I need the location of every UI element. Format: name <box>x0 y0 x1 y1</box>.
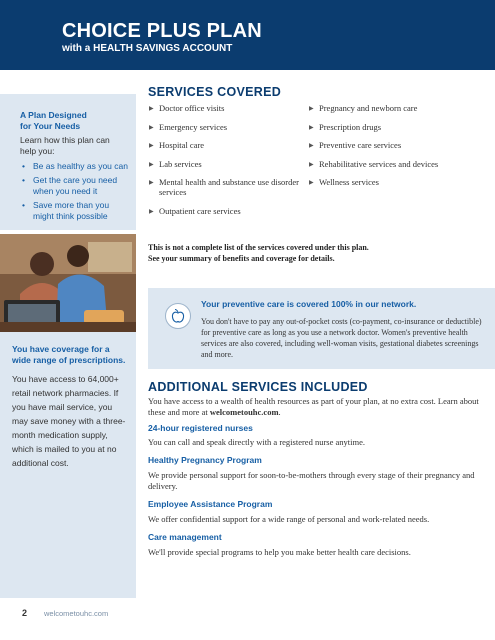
service-item <box>148 177 313 197</box>
prescriptions-heading: You have coverage for a wide range of prescriptions. <box>12 344 126 365</box>
coverage-note <box>148 242 478 264</box>
sidebar-benefit-item: • Get the care you need when you need it <box>20 175 128 197</box>
caret-right-icon: ▶ <box>149 180 154 186</box>
service-item <box>148 140 313 150</box>
page-number: 2 <box>22 608 28 618</box>
eap-text: We offer confidential support for a wide range of personal and work-related needs. <box>148 514 430 524</box>
nurse-line-text: You can call and speak directly with a registered nurse anytime. <box>148 437 365 447</box>
service-item <box>148 159 313 169</box>
sidebar-heading-line: for Your Needs <box>20 121 81 131</box>
service-label: Hospital care <box>159 140 205 150</box>
sidebar-heading-line: A Plan Designed <box>20 110 87 120</box>
footer-url[interactable]: welcometouhc.com <box>44 609 109 618</box>
sidebar-benefit-item: • Be as healthy as you can <box>20 161 128 172</box>
additional-services-heading: ADDITIONAL SERVICES INCLUDED <box>148 380 368 394</box>
pregnancy-program-text: We provide personal support for soon-to-be-mothers through every stage of their pregnancy and delivery. <box>148 470 475 491</box>
caret-right-icon: ▶ <box>309 106 314 112</box>
service-label: Rehabilitative services and devices <box>319 158 439 169</box>
coverage-note-line: See your summary of benefits and coverage for details. <box>148 254 335 263</box>
page-header <box>0 0 495 70</box>
website-link[interactable]: welcometouhc.com <box>209 407 279 417</box>
sidebar-benefit-list <box>20 161 128 222</box>
pregnancy-program-heading: Healthy Pregnancy Program <box>148 455 262 465</box>
service-label: Wellness services <box>319 177 379 187</box>
service-label: Outpatient care services <box>159 205 241 216</box>
caret-right-icon: ▶ <box>149 161 154 168</box>
caret-right-icon: ▶ <box>309 180 314 186</box>
prescriptions-body: You have access to 64,000+ retail network pharmacies. If you have mail service, you may save money with a three-month medication supply, which is mailed to you at no additional cost. <box>12 374 126 468</box>
service-item <box>308 177 488 187</box>
caret-right-icon: ▶ <box>149 208 154 215</box>
service-item <box>148 103 313 113</box>
apple-icon-glyph <box>170 308 186 324</box>
service-item <box>148 122 313 132</box>
service-item <box>148 206 313 216</box>
coverage-note-line: This is not a complete list of the services covered under this plan. <box>148 243 369 252</box>
family-photo-illustration <box>0 234 136 332</box>
care-management-heading: Care management <box>148 532 222 542</box>
caret-right-icon: ▶ <box>149 106 154 112</box>
services-covered-heading: SERVICES COVERED <box>148 85 282 99</box>
additional-services-intro <box>148 396 488 418</box>
sidebar-intro: Learn how this plan can help you: <box>20 135 110 156</box>
service-label: Pregnancy and newborn care <box>319 103 418 113</box>
service-item <box>308 122 488 132</box>
service-label: Lab services <box>159 158 202 169</box>
plan-subtitle: with a HEALTH SAVINGS ACCOUNT <box>62 43 233 54</box>
services-list-left <box>148 103 313 224</box>
service-label: Prescription drugs <box>319 121 382 132</box>
preventive-care-body: You don't have to pay any out-of-pocket costs (co-payment, co-insurance or deductible) for preventive care as long as you use a network doctor. Women's preventive health services are also covered, including well-woman visits, gestational diabetes screenings and more. <box>201 317 482 359</box>
eap-heading: Employee Assistance Program <box>148 499 273 509</box>
preventive-care-heading: Your preventive care is covered 100% in our network. <box>201 299 417 309</box>
plan-title: CHOICE PLUS PLAN <box>62 20 262 42</box>
services-list-right <box>308 103 488 196</box>
prescriptions-sidebar <box>0 332 136 598</box>
plan-needs-sidebar <box>0 94 136 230</box>
caret-right-icon: ▶ <box>149 124 154 131</box>
service-item <box>308 140 488 150</box>
care-management-text: We'll provide special programs to help you make better health care decisions. <box>148 547 411 557</box>
service-label: Preventive care services <box>319 140 402 150</box>
service-label: Doctor office visits <box>159 103 225 113</box>
service-item <box>308 103 488 113</box>
caret-right-icon: ▶ <box>149 143 154 149</box>
service-label: Emergency services <box>159 121 228 132</box>
apple-icon <box>165 303 191 329</box>
caret-right-icon: ▶ <box>309 124 314 131</box>
service-item <box>308 159 488 169</box>
sidebar-benefit-item: • Save more than you might think possible <box>20 200 128 222</box>
preventive-care-callout <box>148 288 495 369</box>
family-photo <box>0 234 136 332</box>
intro-period: . <box>278 407 281 417</box>
caret-right-icon: ▶ <box>309 161 314 168</box>
service-label: Mental health and substance use disorder services <box>159 177 299 197</box>
intro-text: You have access to a wealth of health resources as part of your plan, at no extra cost. Learn about these and more at <box>148 396 479 417</box>
caret-right-icon: ▶ <box>309 143 314 149</box>
nurse-line-heading: 24-hour registered nurses <box>148 423 253 433</box>
sidebar-heading <box>20 110 128 132</box>
